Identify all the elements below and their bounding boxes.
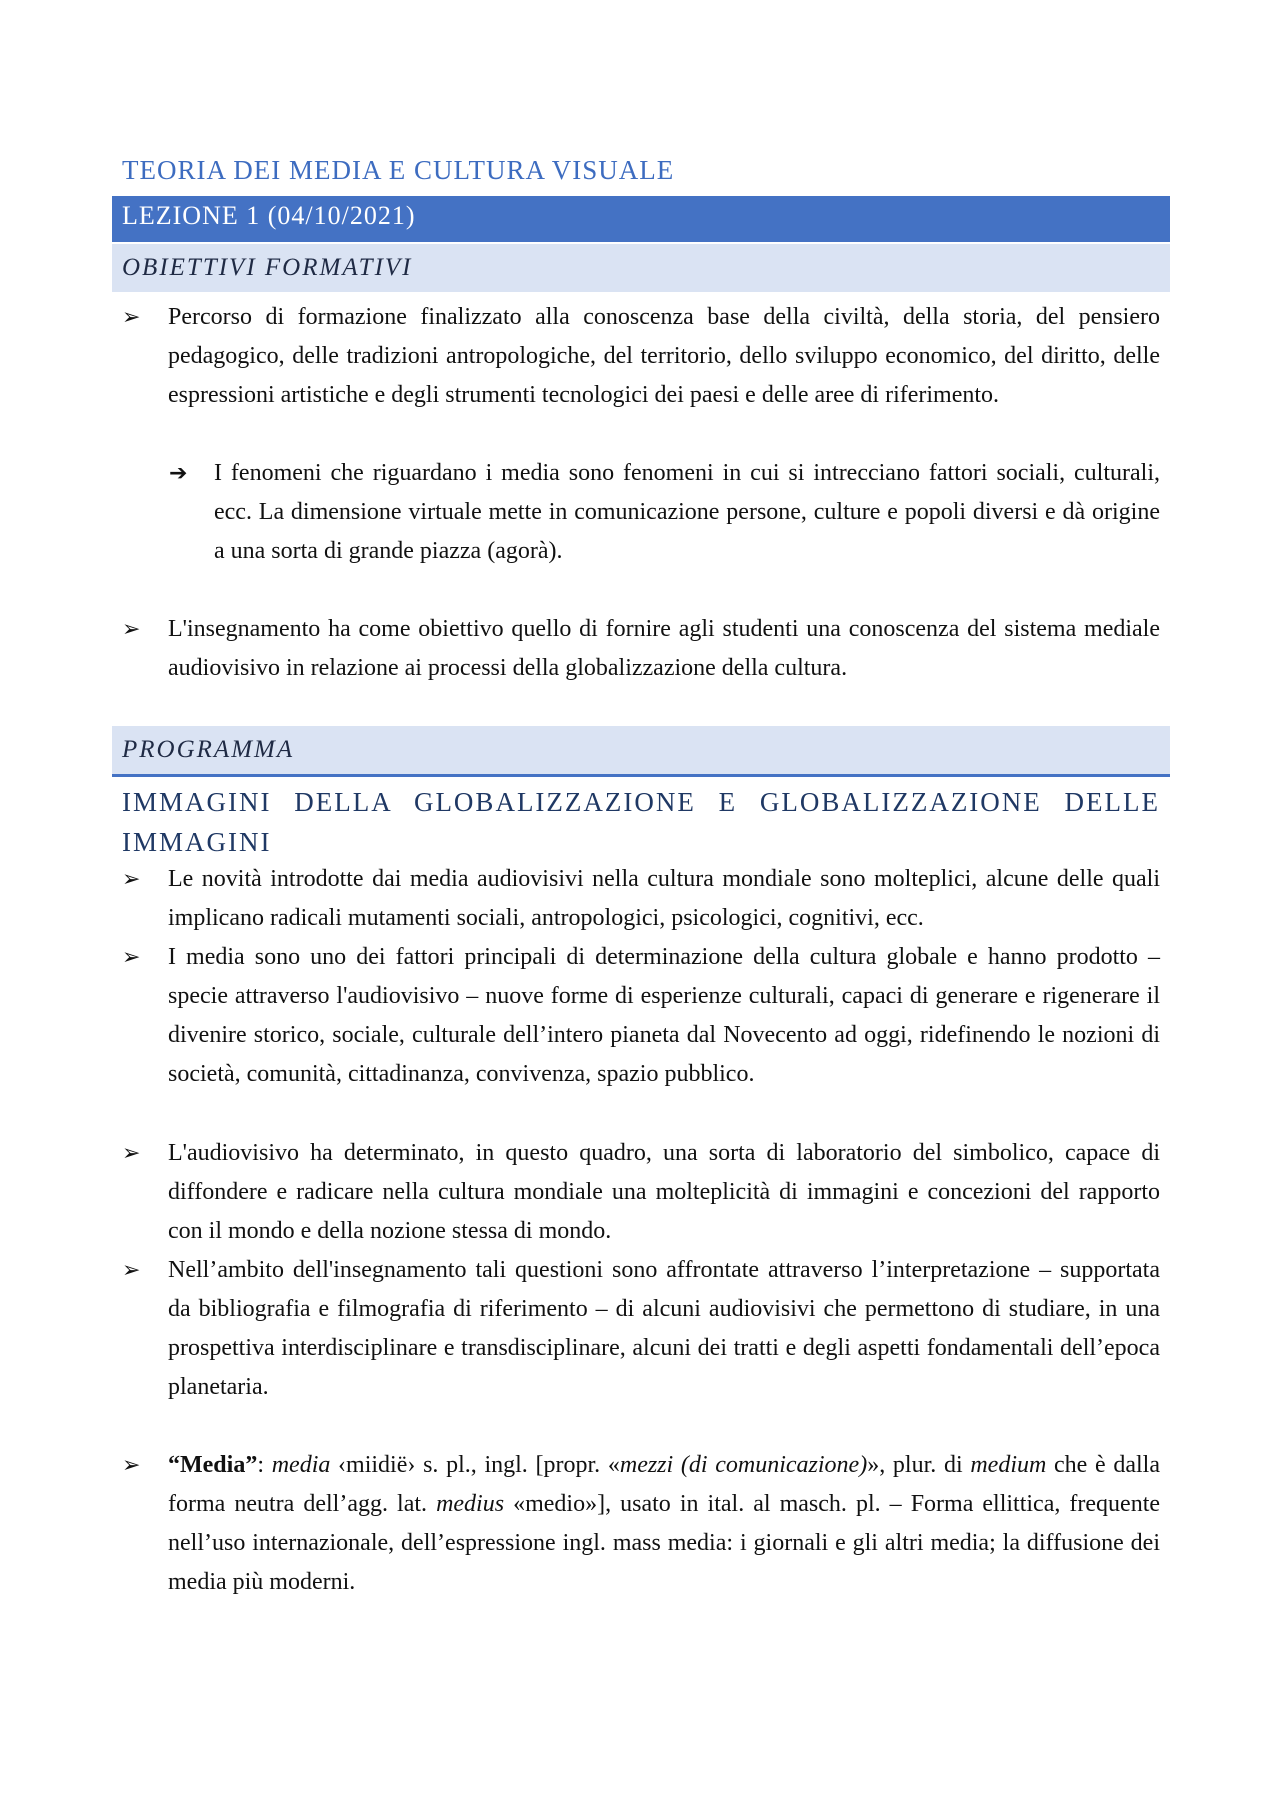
list-item-text: L'insegnamento ha come obiettivo quello di fornire agli studenti una conoscenza del sistema mediale audiovisivo in relazione ai processi della globalizzazione della cultura.	[168, 616, 1160, 681]
program-subheading: IMMAGINI DELLA GLOBALIZZAZIONE E GLOBALIZZAZIONE DELLE IMMAGINI	[122, 787, 1160, 857]
section-heading-objectives: OBIETTIVI FORMATIVI	[112, 244, 1170, 292]
list-item-text: Le novità introdotte dai media audiovisivi nella cultura mondiale sono molteplici, alcune delle quali implicano radicali mutamenti sociali, antropologici, psicologici, cognitivi, ecc.	[168, 866, 1160, 931]
bullet-arrow-icon: ➢	[122, 1258, 141, 1283]
definition-term: “Media”	[168, 1452, 258, 1478]
list-item	[112, 860, 1170, 938]
bullet-arrow-icon: ➢	[122, 305, 141, 330]
list-item	[112, 610, 1170, 688]
bullet-arrow-icon: ➢	[122, 1453, 141, 1478]
bullet-arrow-icon: ➢	[122, 867, 141, 892]
list-item-text: Percorso di formazione finalizzato alla conoscenza base della civiltà, della storia, del pensiero pedagogico, delle tradizioni antropologiche, del territorio, dello sviluppo economico, del diritto, delle espressioni artistiche e degli strumenti tecnologici dei paesi e delle aree di riferimento.	[168, 304, 1160, 408]
list-item-text: I media sono uno dei fattori principali di determinazione della cultura globale e hanno prodotto – specie attraverso l'audiovisivo – nuove forme di esperienze culturali, capaci di generare e rigenerare il divenire storico, sociale, culturale dell’intero pianeta dal Novecento ad oggi, ridefinendo le nozioni di società, comunità, cittadinanza, convivenza, spazio pubblico.	[168, 944, 1160, 1087]
list-item	[112, 298, 1170, 415]
definition-headword: media	[271, 1452, 331, 1478]
definition-text: “Media”: media ‹miidië› s. pl., ingl. [propr. «mezzi (di comunicazione)», plur. di medium che è dalla forma neutra dell’agg. lat. medius «medio»], usato in ital. al masch. pl. – Forma ellittica, frequente nell’uso internazionale, dell’espressione ingl. mass media: i giornali e gli altri media; la diffusione dei media più moderni.	[168, 1452, 1161, 1595]
list-item-text: L'audiovisivo ha determinato, in questo quadro, una sorta di laboratorio del simbolico, capace di diffondere e radicare nella cultura mondiale una molteplicità di immagini e concezioni del rapporto con il mondo e della nozione stessa di mondo.	[168, 1140, 1160, 1244]
bullet-arrow-icon: ➢	[122, 1141, 141, 1166]
right-arrow-icon: ➔	[169, 461, 188, 486]
lesson-heading: LEZIONE 1 (04/10/2021)	[112, 196, 1170, 242]
list-item	[112, 938, 1170, 1094]
list-item	[112, 454, 1170, 571]
list-item	[112, 1251, 1170, 1407]
list-item-text: Nell’ambito dell'insegnamento tali questioni sono affrontate attraverso l’interpretazione – supportata da bibliografia e filmografia di riferimento – di alcuni audiovisivi che permettono di studiare, in una prospettiva interdisciplinare e transdisciplinare, alcuni dei tratti e degli aspetti fondamentali dell’epoca planetaria.	[168, 1257, 1160, 1400]
list-item-text: I fenomeni che riguardano i media sono fenomeni in cui si intrecciano fattori sociali, culturali, ecc. La dimensione virtuale mette in comunicazione persone, culture e popoli diversi e dà origine a una sorta di grande piazza (agorà).	[214, 460, 1160, 564]
bullet-arrow-icon: ➢	[122, 945, 141, 970]
definition-gloss: mezzi (di comunicazione)	[619, 1452, 868, 1478]
document-title: TEORIA DEI MEDIA E CULTURA VISUALE	[122, 155, 675, 185]
list-item	[112, 1134, 1170, 1251]
bullet-arrow-icon: ➢	[122, 617, 141, 642]
section-heading-program: PROGRAMMA	[112, 726, 1170, 777]
definition-item	[112, 1446, 1170, 1602]
